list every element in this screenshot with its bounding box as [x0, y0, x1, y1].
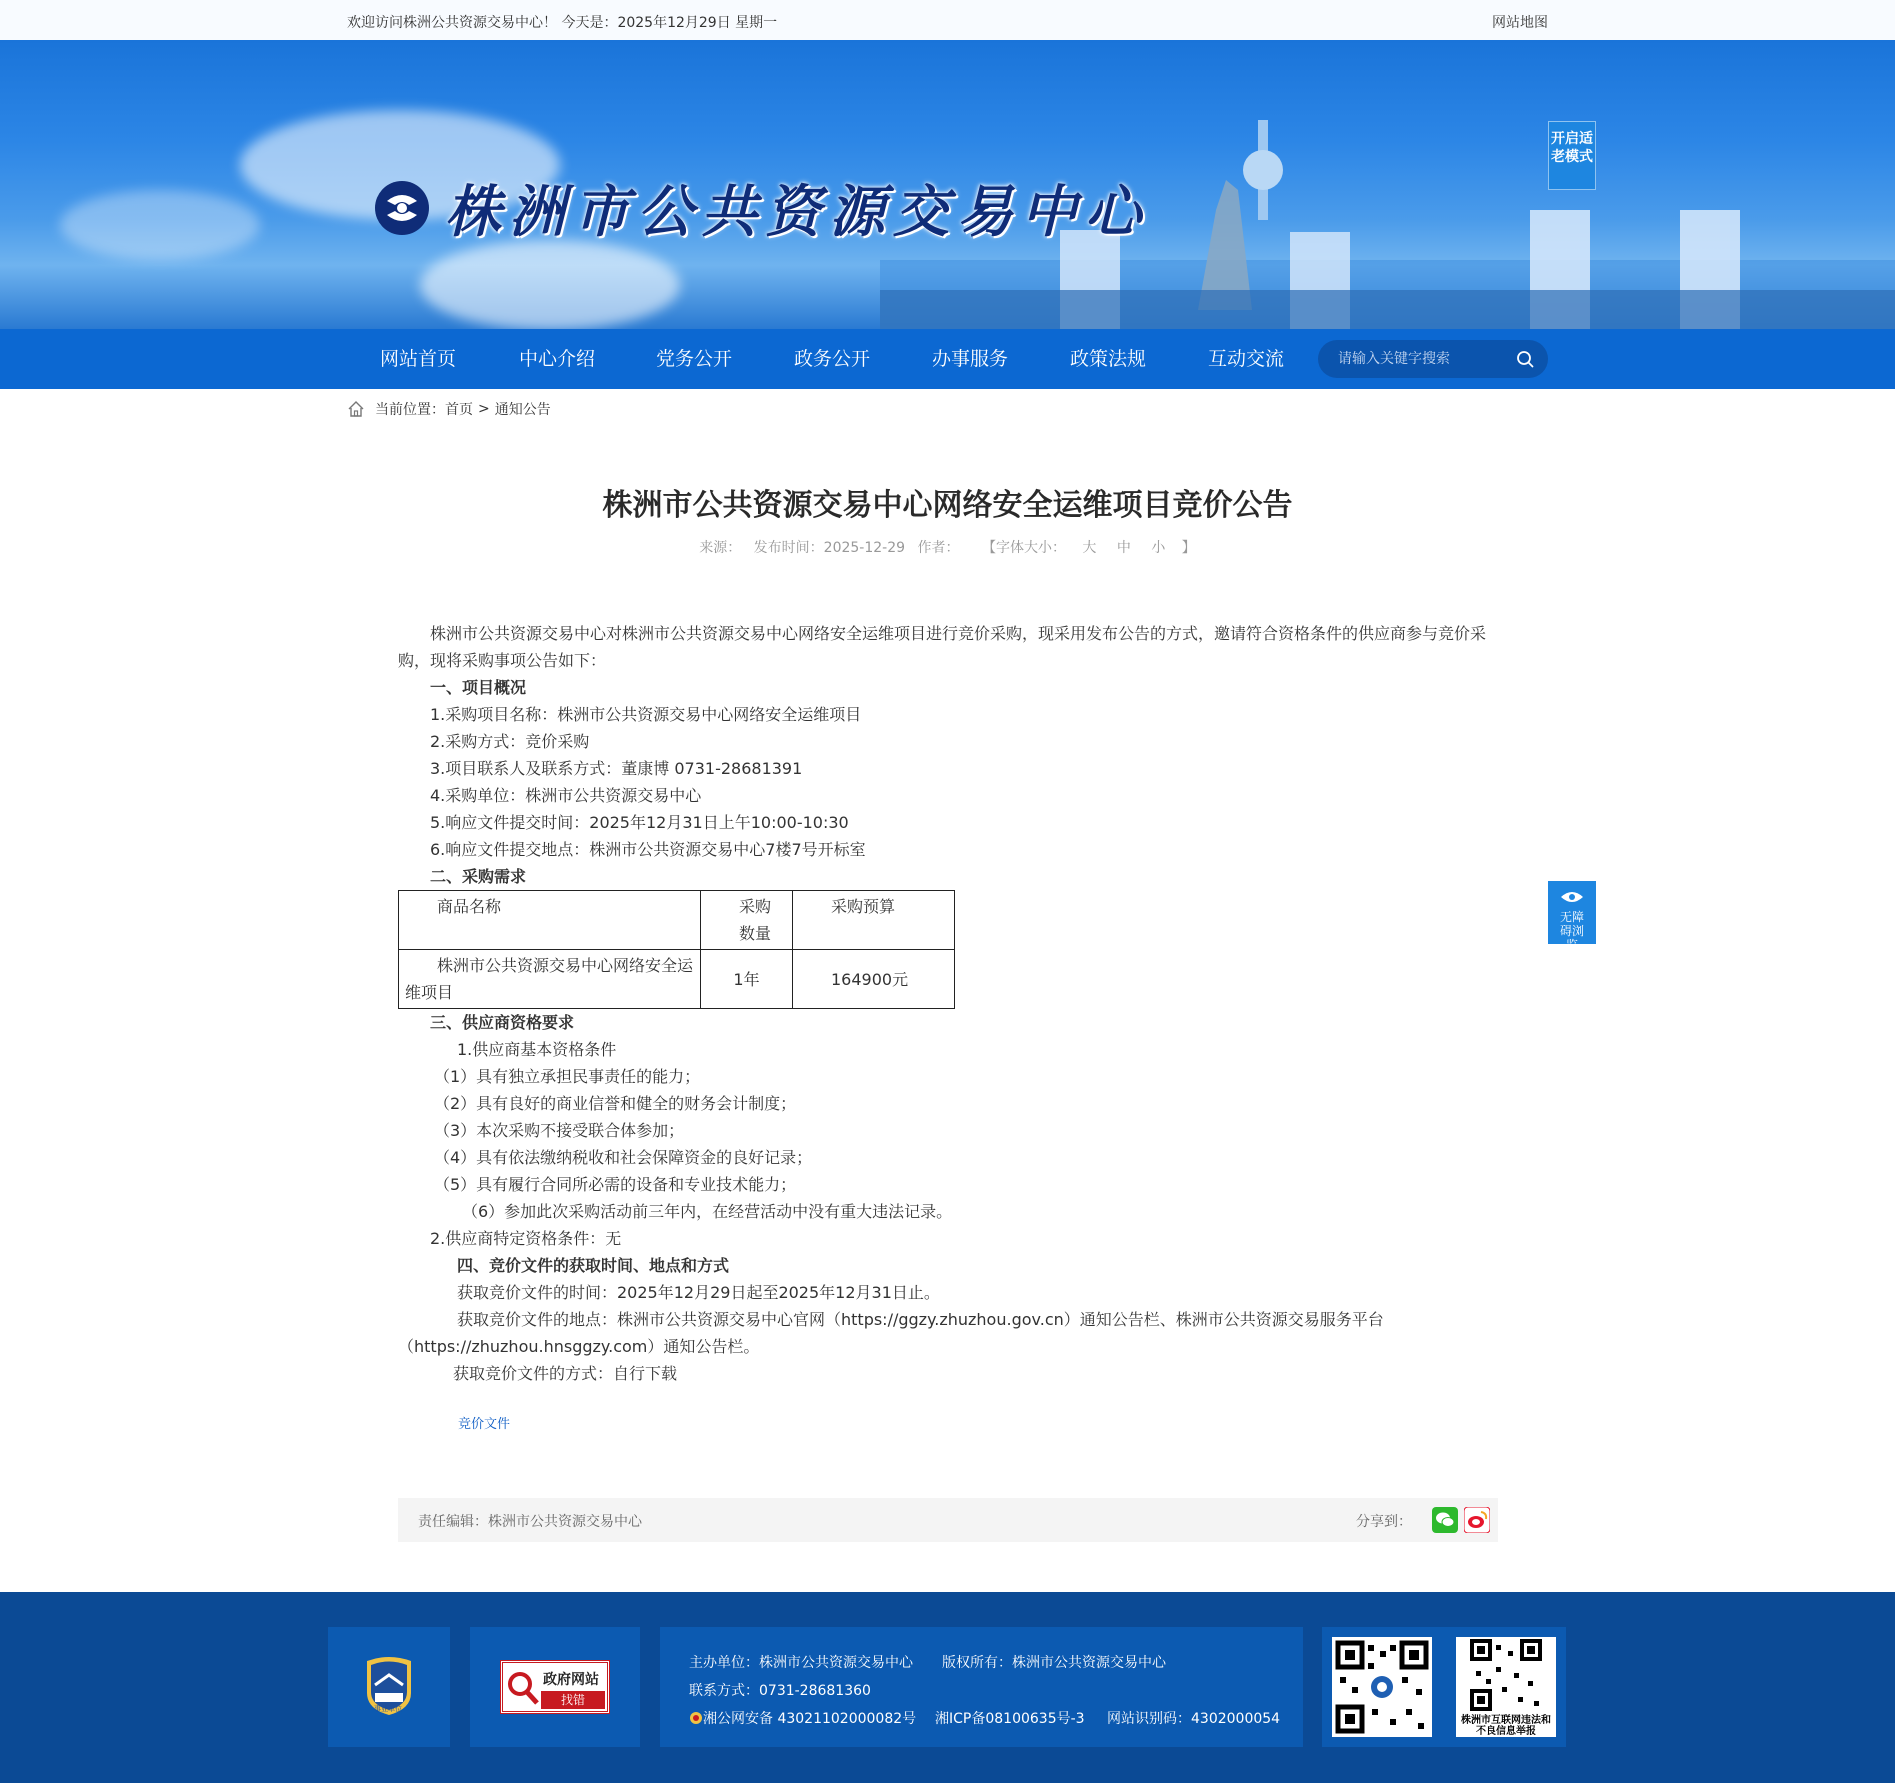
article-meta: [0, 537, 1895, 557]
police-badge-icon: [689, 1711, 703, 1725]
qr-code-icon: [1456, 1637, 1556, 1715]
article-title: 株洲市公共资源交易中心网络安全运维项目竞价公告: [602, 488, 1293, 523]
police-record[interactable]: 湘公网安备 43021102000082号: [703, 1711, 917, 1727]
contact: 联系方式：0731-28681360: [689, 1683, 871, 1699]
welcome-text: 欢迎访问株洲公共资源交易中心！ 今天是：2025年12月29日 星期一: [347, 15, 778, 31]
gov-site-error-button[interactable]: [500, 1660, 610, 1714]
list-item: （2）具有良好的商业信誉和健全的财务会计制度；: [434, 1094, 797, 1113]
search-box: [1318, 340, 1548, 378]
qr-code-report: [1456, 1637, 1556, 1737]
meta-date: 发布时间：2025-12-29: [753, 540, 906, 556]
table-row: [399, 950, 955, 1009]
accessibility-label: 无障碍浏览: [1559, 910, 1584, 952]
list-item: 获取竞价文件的方式：自行下载: [453, 1364, 678, 1383]
subsection-heading: 1.供应商基本资格条件: [457, 1040, 617, 1059]
nav-item-party[interactable]: 党务公开: [656, 348, 733, 370]
table-cell: 1年: [701, 950, 793, 1009]
table-cell: 164900元: [793, 950, 955, 1009]
institution-badge-label: 事业单位: [374, 1705, 402, 1713]
table-header: 采购预算: [793, 891, 955, 950]
elder-mode-button[interactable]: 开启适老模式: [1548, 121, 1596, 190]
breadcrumb-home[interactable]: 首页: [445, 402, 473, 418]
site-title: 株洲市公共资源交易中心: [445, 179, 1149, 245]
list-item: 2.采购方式：竞价采购: [430, 732, 590, 751]
report-label: 株洲市互联网违法和不良信息举报: [1461, 1715, 1551, 1737]
attachment-link[interactable]: 竞价文件: [458, 1417, 511, 1432]
section-heading-4: 四、竞价文件的获取时间、地点和方式: [457, 1256, 730, 1275]
magnifier-icon: [507, 1671, 539, 1705]
error-label: 找错: [541, 1691, 605, 1709]
weibo-share-icon[interactable]: [1464, 1507, 1490, 1533]
section-heading-3: 三、供应商资格要求: [430, 1013, 575, 1032]
table-cell: 株洲市公共资源交易中心网络安全运维项目: [399, 950, 701, 1009]
list-item: 获取竞价文件的时间：2025年12月29日起至2025年12月31日止。: [457, 1283, 940, 1302]
nav-item-policy[interactable]: 政策法规: [1070, 348, 1147, 370]
meta-source: 来源：: [699, 540, 742, 556]
breadcrumb-label: 当前位置：: [375, 402, 445, 418]
article-content: [398, 620, 1498, 1387]
search-icon[interactable]: [1516, 350, 1534, 368]
list-item: 4.采购单位：株洲市公共资源交易中心: [430, 786, 702, 805]
share-label: 分享到：: [1356, 1514, 1412, 1530]
section-heading-2: 二、采购需求: [430, 867, 527, 886]
qr-box: [1322, 1627, 1566, 1747]
meta-author: 作者：: [917, 540, 960, 556]
qr-code-icon: [1332, 1637, 1432, 1737]
nav-item-interaction[interactable]: 互动交流: [1208, 348, 1285, 370]
gov-site-error-box[interactable]: [470, 1627, 640, 1747]
breadcrumb-current[interactable]: 通知公告: [494, 402, 551, 418]
editor-bar: [398, 1498, 1498, 1542]
sitemap-link[interactable]: 网站地图: [1492, 15, 1548, 31]
breadcrumb: [347, 398, 551, 420]
table-header: 商品名称: [399, 891, 701, 950]
search-input[interactable]: [1338, 349, 1508, 369]
institution-badge-box[interactable]: [328, 1627, 450, 1747]
logo-mark-icon: [373, 179, 431, 237]
header-banner: [0, 40, 1895, 329]
home-icon: [347, 400, 365, 418]
accessibility-button[interactable]: [1548, 881, 1596, 952]
purchase-table: [398, 890, 955, 1009]
list-item: 1.采购项目名称：株洲市公共资源交易中心网络安全运维项目: [430, 705, 862, 724]
meta-fontsize-close: 】: [1181, 540, 1196, 556]
subsection-heading: 2.供应商特定资格条件：无: [430, 1229, 622, 1248]
list-item: （1）具有独立承担民事责任的能力；: [434, 1067, 701, 1086]
list-item: （3）本次采购不接受联合体参加；: [434, 1121, 685, 1140]
list-item: （4）具有依法缴纳税收和社会保障资金的良好记录；: [434, 1148, 813, 1167]
gov-site-label: 政府网站: [543, 1672, 599, 1688]
list-item: 获取竞价文件的地点：株洲市公共资源交易中心官网（https://ggzy.zhuzhou.gov.cn）通知公告栏、株洲市公共资源交易服务平台（https://zhuzhou.hnsggzy.com）通知公告栏。: [398, 1310, 1384, 1356]
site-logo[interactable]: [373, 158, 1149, 258]
section-heading-1: 一、项目概况: [430, 678, 527, 697]
eye-icon: [1560, 889, 1584, 905]
main-nav: [0, 329, 1895, 389]
responsible-editor: 责任编辑：株洲市公共资源交易中心: [418, 1514, 642, 1530]
copyright: 版权所有：株洲市公共资源交易中心: [942, 1655, 1166, 1671]
site-id: 网站识别码：4302000054: [1107, 1711, 1281, 1727]
list-item: 5.响应文件提交时间：2025年12月31日上午10:00-10:30: [430, 813, 849, 832]
footer-info-box: [660, 1627, 1303, 1747]
nav-item-home[interactable]: 网站首页: [380, 348, 457, 370]
list-item: 3.项目联系人及联系方式：董康博 0731-28681391: [430, 759, 803, 778]
host-unit: 主办单位：株洲市公共资源交易中心: [689, 1655, 913, 1671]
meta-fontsize-label: 【字体大小：: [981, 540, 1066, 556]
table-header: 采购数量: [701, 891, 793, 950]
list-item: 6.响应文件提交地点：株洲市公共资源交易中心7楼7号开标室: [430, 840, 866, 859]
nav-item-services[interactable]: 办事服务: [932, 348, 1009, 370]
intro-paragraph: 株洲市公共资源交易中心对株洲市公共资源交易中心网络安全运维项目进行竞价采购，现采用发布公告的方式，邀请符合资格条件的供应商参与竞价采购，现将采购事项公告如下：: [398, 624, 1487, 670]
table-header-row: [399, 891, 955, 950]
qr-code-wechat: [1332, 1637, 1432, 1737]
fontsize-large-button[interactable]: 大: [1082, 540, 1097, 556]
fontsize-small-button[interactable]: 小: [1151, 540, 1166, 556]
fontsize-medium-button[interactable]: 中: [1116, 540, 1131, 556]
wechat-share-icon[interactable]: [1432, 1507, 1458, 1533]
icp-record[interactable]: 湘ICP备08100635号-3: [935, 1711, 1085, 1727]
list-item: （5）具有履行合同所必需的设备和专业技术能力；: [434, 1175, 797, 1194]
footer: [0, 1592, 1895, 1783]
top-bar: [0, 0, 1895, 40]
nav-item-gov-affairs[interactable]: 政务公开: [794, 348, 871, 370]
nav-item-about[interactable]: 中心介绍: [519, 348, 596, 370]
breadcrumb-separator: >: [478, 401, 490, 417]
list-item: （6）参加此次采购活动前三年内，在经营活动中没有重大违法记录。: [462, 1202, 953, 1221]
